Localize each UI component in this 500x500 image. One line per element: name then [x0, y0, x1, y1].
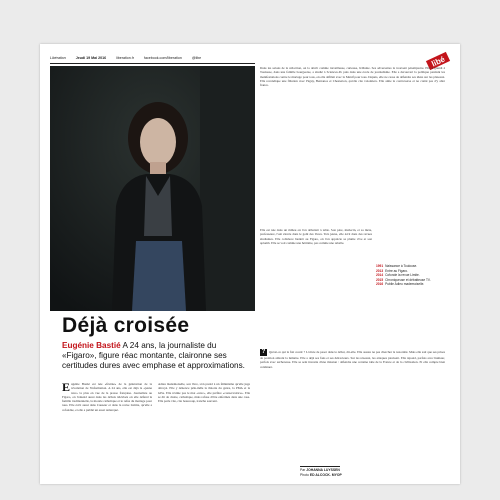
- newspaper-page: [40, 44, 460, 484]
- timeline-text: Entre au Figaro.: [385, 268, 408, 273]
- question-mark-icon: ?: [261, 349, 266, 355]
- dropcap: E: [62, 382, 71, 394]
- lede-text: A 24 ans, la journaliste du «Figaro», figure réac montante, claironne ses certitudes dures avec emphase et approximations.: [62, 341, 245, 370]
- header-date: Jeudi 19 Mai 2016: [75, 56, 107, 60]
- portrait-photo-icon: [50, 66, 255, 311]
- photo-credit-line: [300, 473, 440, 478]
- lede-name: Eugénie Bastié: [62, 341, 121, 350]
- article-column-2: Adieu mademoiselle, son livre, s'en prend à un féminisme qu'elle juge dévoyé. Elle y dénonce pêle-mêle la théorie du genre, la PMA et la GPA. Elle n'aime pas le mot «réac», elle préfère «conservatrice». Elle se dit de droite, catholique, mais refuse d'être enfermée dans une case. Elle parle vite, cite beaucoup, tranche souvent.: [158, 382, 250, 404]
- column-5-text: Qu'est-ce qui la fait courir ? L'envie de peser dans le débat, dit-elle. Elle assure ne pas chercher la notoriété. Mais elle sait que ses prises de position attirent la lumière. Elle a déjà ses fans et ses détracteurs. Sur les réseaux, les attaques pleuvent. Elle répond, parfois avec humour, parfois avec sécheresse. Elle se sent investie d'une mission : défendre une certaine idée de la France et de la civilisation. Et elle compte bien continuer.: [260, 350, 445, 369]
- signature-rule: [300, 466, 340, 467]
- timeline-year: 2016: [376, 282, 384, 287]
- timeline-text: Publie Adieu mademoiselle.: [385, 282, 425, 287]
- header-website[interactable]: liberation.fr: [116, 56, 134, 60]
- article-column-4: Elle est née dans un milieu où l'on débattait à table. Son père, médecin, et sa mère, professeure, l'ont élevée dans le goût des livres. Très jeune, elle écrit dans des revues étudiantes. Elle collabore bientôt au Figaro, où l'on apprécie sa plume vive et son aplomb. Elle se voit comme une héritière, pas comme une rebelle.: [260, 228, 372, 245]
- timeline-year: 2015: [376, 277, 384, 282]
- timeline-text: Cofonde la revue Limite.: [385, 273, 420, 278]
- timeline-item: [376, 282, 446, 287]
- timeline-text: Chroniqueuse et débatteuse TV.: [385, 277, 431, 282]
- author-name: JOHANNA LUYSSEN: [306, 468, 340, 472]
- article-column-5: [260, 349, 445, 461]
- logo-text: libé: [430, 54, 447, 69]
- photographer-name: ED ALCOCK. MYOP: [309, 472, 342, 477]
- header-rule: [50, 63, 255, 64]
- article-column-1: [62, 382, 152, 472]
- timeline-year: 2013: [376, 268, 384, 273]
- page-header: [50, 54, 430, 62]
- timeline-text: Naissance à Toulouse.: [385, 264, 418, 268]
- article-title: Déjà croisée: [62, 314, 190, 337]
- header-facebook[interactable]: facebook.com/liberation: [143, 56, 182, 60]
- timeline-year: 2014: [376, 273, 384, 278]
- portrait-photo: [50, 66, 255, 311]
- by-label: Par: [300, 468, 306, 472]
- timeline-year: 1991: [376, 264, 384, 268]
- timeline-sidebar: [376, 264, 446, 287]
- photo-label: Photo: [300, 472, 309, 477]
- article-lede: [62, 341, 252, 371]
- article-column-3: Dans les salons de la rédaction, on la décrit comme travailleuse, curieuse, brillante. Ses adversaires la trouvent péremptoire. Elle a grandi à Toulouse, dans une famille bourgeoise, a étudié à Sciences-Po puis dans une école de journalisme. Elle a découvert la politique pendant les manifestations contre le mariage pour tous, où elle défilait avec la Manif pour tous. Depuis, elle ne cesse de défendre ses idées sur les plateaux. Elle revendique une filiation avec Péguy, Bernanos et Chesterton, qu'elle cite volontiers. Elle aime la controverse et ne craint pas d'y aller franco.: [260, 66, 445, 88]
- header-twitter[interactable]: @libe: [191, 56, 202, 60]
- column-1-text: ugénie Bastié est née «fruitée» de la génération de la révolution de l'information. A 24 ans, elle est déjà la «jeune réac» la plus en vue de la presse française. Journaliste au Figaro, on l'entend aussi dans les débats télévisés où elle défend la famille traditionnelle, la morale catholique et le refus du mariage pour tous. Elle écrit aussi dans Causeur et dans la revue Limite, qu'elle a cofondée, et elle a publié un essai remarqué.: [62, 382, 152, 412]
- header-paper: Libération: [50, 56, 66, 60]
- article-signature: [300, 466, 440, 477]
